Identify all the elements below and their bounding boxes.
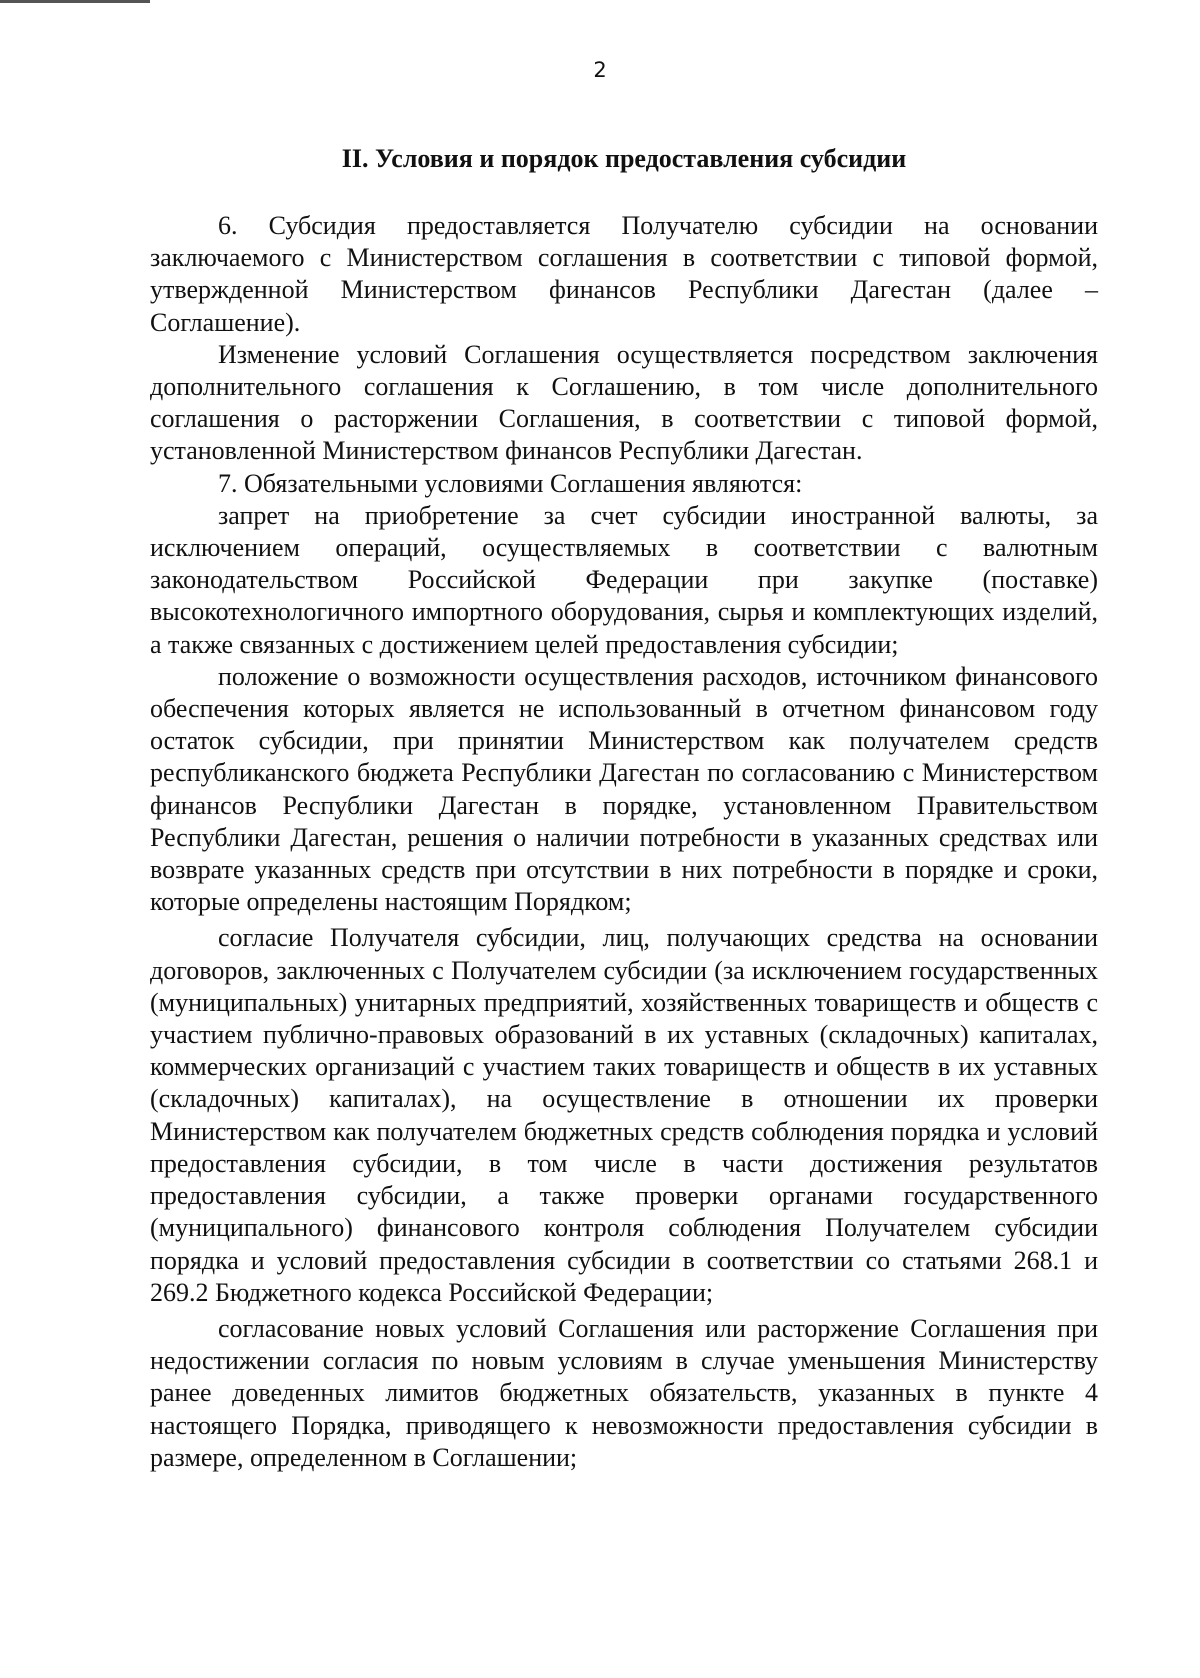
paragraph-amendment: Изменение условий Соглашения осуществляется посредством заключения дополнительного соглашения к Соглашению, в том числе дополнительного соглашения о расторжении Соглашения, в соответствии с типовой формой, установленной Министерством финансов Республики Дагестан.: [150, 339, 1098, 466]
paragraph-6: 6. Субсидия предоставляется Получателю субсидии на основании заключаемого с Министерством соглашения в соответствии с типовой формой, утвержденной Министерством финансов Республики Дагестан (далее – Соглашение).: [150, 211, 1098, 337]
paragraph-consent: согласие Получателя субсидии, лиц, получающих средства на основании договоров, заключенных с Получателем субсидии (за исключением государственных (муниципальных) унитарных предприятий, хозяйственных товариществ и обществ с участием публично-правовых образований в их уставных (складочных) капиталах, коммерческих организаций с участием таких товариществ и обществ в их уставных (складочных) капиталах), на осуществление в отношении их проверки Министерством как получателем бюджетных средств соблюдения порядка и условий предоставления субсидии, в том числе в части достижения результатов предоставления субсидии, а также проверки органами государственного (муниципального) финансового контроля соблюдения Получателем субсидии порядка и условий предоставления субсидии в соответствии со статьями 268.1 и 269.2 Бюджетного кодекса Российской Федерации;: [150, 923, 1098, 1307]
paragraph-currency-ban: запрет на приобретение за счет субсидии иностранной валюты, за исключением операций, осуществляемых в соответствии с валютным законодательством Российской Федерации при закупке (поставке) высокотехнологичного импортного оборудования, сырья и комплектующих изделий, а также связанных с достижением целей предоставления субсидии;: [150, 500, 1098, 659]
scan-edge-mark: [0, 0, 150, 3]
document-body: [150, 210, 1098, 1474]
paragraph-7: 7. Обязательными условиями Соглашения являются:: [218, 468, 803, 498]
paragraph-unused-balance: положение о возможности осуществления расходов, источником финансового обеспечения которых является не использованный в отчетном финансовом году остаток субсидии, при принятии Министерством как получателем средств республиканского бюджета Республики Дагестан по согласованию с Министерством финансов Республики Дагестан в порядке, установленном Правительством Республики Дагестан, решения о наличии потребности в указанных средствах или возврате указанных средств при отсутствии в них потребности в порядке и сроки, которые определены настоящим Порядком;: [150, 661, 1098, 917]
section-title: II. Условия и порядок предоставления субсидии: [341, 144, 907, 173]
paragraph-new-terms: согласование новых условий Соглашения или расторжение Соглашения при недостижении согласия по новым условиям в случае уменьшения Министерству ранее доведенных лимитов бюджетных обязательств, указанных в пункте 4 настоящего Порядка, приводящего к невозможности предоставления субсидии в размере, определенном в Соглашении;: [150, 1313, 1098, 1472]
page-number: 2: [593, 58, 607, 82]
